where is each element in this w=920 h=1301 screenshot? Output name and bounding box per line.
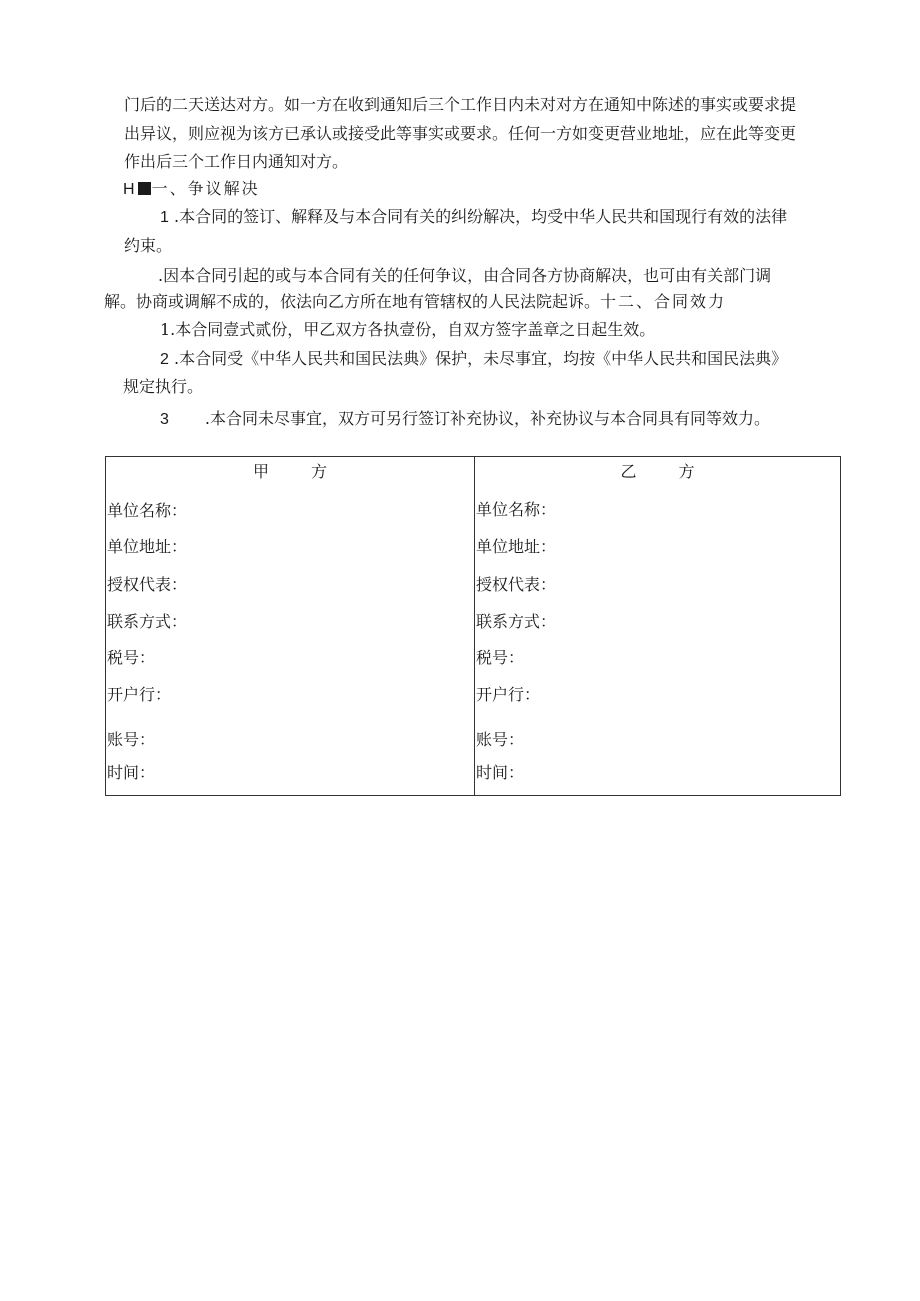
party-a-unit-address-label: 单位地址： [107, 537, 188, 556]
party-b-account-label: 账号： [476, 730, 525, 749]
party-b-bank-label: 开户行： [476, 685, 541, 704]
validity-item-3 [160, 409, 770, 430]
party-b-contact-label: 联系方式： [476, 612, 557, 631]
party-a-tax-no-label: 税号： [107, 648, 156, 667]
item-text: .本合同受《中华人民共和国民法典》保护，未尽事宜，均按《中华人民共和国民法典》 [174, 349, 788, 368]
redaction-block-icon [138, 182, 151, 195]
party-a-contact-label: 联系方式： [107, 612, 188, 631]
party-b-authorized-rep-label: 授权代表： [476, 575, 557, 594]
party-a-unit-name-label: 单位名称： [107, 501, 188, 520]
item-text: .本合同未尽事宜，双方可另行签订补充协议，补充协议与本合同具有同等效力。 [204, 409, 770, 428]
party-a-column [106, 457, 476, 796]
paragraph-notice-line-1: 门后的二天送达对方。如一方在收到通知后三个工作日内未对对方在通知中陈述的事实或要求提 [124, 95, 797, 114]
party-b-date-label: 时间： [476, 763, 525, 782]
signature-table [105, 456, 841, 796]
validity-item-2-line-2: 规定执行。 [123, 377, 204, 396]
party-a-bank-label: 开户行： [107, 685, 172, 704]
item-text: 解。协商或调解不成的，依法向乙方所在地有管辖权的人民法院起诉。 [104, 292, 601, 311]
item-text: .本合同的签订、解释及与本合同有关的纠纷解决，均受中华人民共和国现行有效的法律 [174, 207, 788, 226]
item-number: 2 [160, 351, 169, 368]
party-b-tax-no-label: 税号： [476, 648, 525, 667]
item-number: 1 [160, 209, 169, 226]
item-number: 3 [160, 411, 169, 428]
paragraph-notice-line-3: 作出后三个工作日内通知对方。 [124, 152, 349, 171]
dispute-item-1-line-2: 约束。 [124, 236, 173, 255]
party-b-title-char: 乙 [620, 462, 637, 481]
party-a-authorized-rep-label: 授权代表： [107, 575, 188, 594]
party-b-title-char: 方 [678, 462, 695, 481]
party-b-unit-name-label: 单位名称： [476, 500, 557, 519]
party-b-title [475, 462, 840, 482]
party-a-title-char: 甲 [252, 462, 269, 481]
dispute-item-1-line-1 [160, 207, 787, 228]
party-a-account-label: 账号： [107, 730, 156, 749]
dispute-item-2-line-1: .因本合同引起的或与本合同有关的任何争议，由合同各方协商解决，也可由有关部门调 [158, 266, 772, 285]
party-a-title-char: 方 [311, 462, 328, 481]
section-title: 一、争议解决 [151, 179, 260, 198]
party-b-column [475, 457, 841, 796]
party-a-date-label: 时间： [107, 763, 156, 782]
party-b-unit-address-label: 单位地址： [476, 537, 557, 556]
party-a-title [106, 462, 474, 482]
section-heading-contract-validity: 十二、合同效力 [600, 292, 727, 311]
dispute-item-2-line-2 [104, 292, 726, 312]
validity-item-2-line-1 [160, 349, 787, 370]
section-heading-dispute-resolution [123, 179, 260, 200]
section-number-prefix: H [123, 181, 137, 198]
validity-item-1: 1.本合同壹式贰份，甲乙双方各执壹份，自双方签字盖章之日起生效。 [160, 320, 656, 339]
paragraph-notice-line-2: 出异议，则应视为该方已承认或接受此等事实或要求。任何一方如变更营业地址，应在此等变更 [124, 124, 797, 143]
